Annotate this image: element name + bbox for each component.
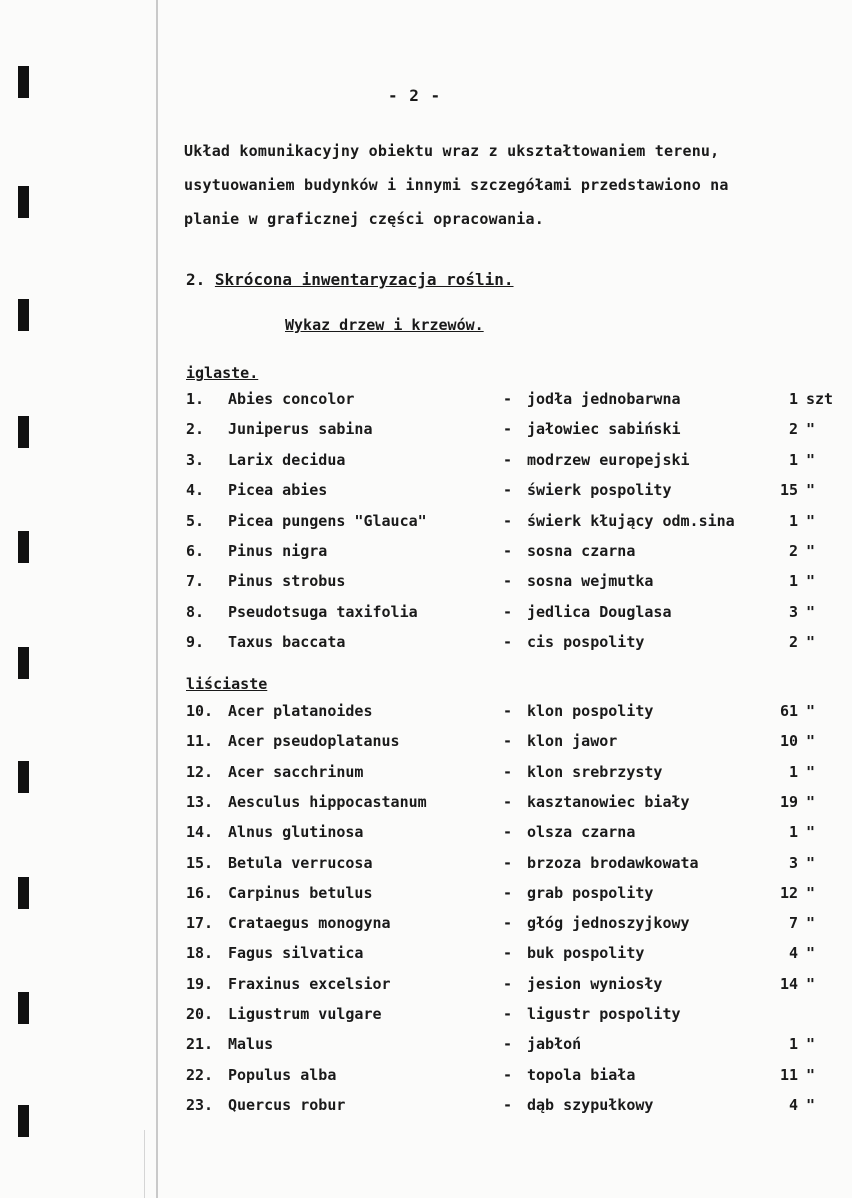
polish-name: sosna czarna [527, 542, 636, 560]
unit: " [806, 1065, 816, 1084]
unit: " [806, 823, 816, 842]
latin-name: Populus alba [228, 1065, 337, 1084]
polish-name: grab pospolity [527, 883, 654, 902]
latin-name: Aesculus hippocastanum [228, 792, 427, 811]
quantity: 19 [779, 792, 798, 811]
latin-name: Acer pseudoplatanus [228, 732, 400, 751]
quantity: 1 [788, 823, 798, 842]
section-title: Skrócona inwentaryzacja roślin. [214, 270, 514, 289]
dash-separator: - [503, 702, 513, 720]
latin-name: Ligustrum vulgare [228, 1005, 382, 1023]
latin-name: Crataegus monogyna [228, 914, 391, 933]
polish-name: ligustr pospolity [527, 1005, 681, 1023]
unit: " [806, 853, 816, 872]
dash-separator: - [503, 390, 513, 408]
intro-paragraph [184, 134, 824, 236]
dash-separator: - [503, 1035, 513, 1054]
polish-name: klon jawor [527, 732, 618, 751]
latin-name: Juniperus sabina [228, 420, 373, 439]
unit: " [806, 1095, 816, 1114]
list-item [0, 884, 852, 910]
quantity: 15 [779, 481, 798, 500]
unit: " [806, 944, 816, 963]
list-item [0, 512, 852, 538]
latin-name: Malus [228, 1035, 274, 1054]
dash-separator: - [503, 542, 513, 560]
polish-name: kasztanowiec biały [527, 792, 690, 811]
dash-separator: - [503, 511, 513, 530]
latin-name: Picea pungens "Glauca" [228, 511, 427, 530]
quantity: 61 [779, 702, 798, 720]
unit: szt [806, 390, 834, 408]
item-number: 2. [186, 420, 205, 439]
item-number: 22. [186, 1065, 214, 1084]
dash-separator: - [503, 420, 513, 439]
dash-separator: - [503, 1065, 513, 1084]
item-number: 18. [186, 944, 214, 963]
list-item [0, 1066, 852, 1092]
unit: " [806, 974, 816, 993]
unit: " [806, 914, 816, 933]
list-item [0, 420, 852, 446]
latin-name: Alnus glutinosa [228, 823, 364, 842]
item-number: 4. [186, 481, 205, 500]
dash-separator: - [503, 572, 513, 591]
unit: " [806, 450, 816, 469]
latin-name: Carpinus betulus [228, 883, 373, 902]
dash-separator: - [503, 914, 513, 933]
polish-name: jałowiec sabiński [527, 420, 681, 439]
list-item [0, 633, 852, 659]
item-number: 3. [186, 450, 205, 469]
latin-name: Pseudotsuga taxifolia [228, 602, 418, 621]
latin-name: Quercus robur [228, 1095, 346, 1114]
dash-separator: - [503, 823, 513, 842]
item-number: 17. [186, 914, 214, 933]
polish-name: brzoza brodawkowata [527, 853, 699, 872]
polish-name: klon srebrzysty [527, 762, 663, 781]
unit: " [806, 511, 816, 530]
section-number: 2. [186, 270, 206, 289]
list-item [0, 732, 852, 758]
quantity: 10 [779, 732, 798, 751]
latin-name: Betula verrucosa [228, 853, 373, 872]
item-number: 8. [186, 602, 205, 621]
item-number: 14. [186, 823, 214, 842]
quantity: 14 [779, 974, 798, 993]
latin-name: Abies concolor [228, 390, 355, 408]
dash-separator: - [503, 1005, 513, 1023]
list-item [0, 823, 852, 849]
quantity: 2 [788, 633, 798, 652]
quantity: 1 [788, 390, 798, 408]
latin-name: Acer sacchrinum [228, 762, 364, 781]
item-number: 19. [186, 974, 214, 993]
quantity: 1 [788, 450, 798, 469]
list-item [0, 944, 852, 970]
list-item [0, 914, 852, 940]
quantity: 1 [788, 572, 798, 591]
unit: " [806, 633, 816, 652]
polish-name: dąb szypułkowy [527, 1095, 654, 1114]
unit: " [806, 762, 816, 781]
polish-name: sosna wejmutka [527, 572, 654, 591]
quantity: 1 [788, 762, 798, 781]
quantity: 1 [788, 1035, 798, 1054]
list-subtitle: Wykaz drzew i krzewów. [285, 316, 484, 334]
list-item [0, 603, 852, 629]
item-number: 15. [186, 853, 214, 872]
list-item [0, 975, 852, 1001]
dash-separator: - [503, 883, 513, 902]
latin-name: Taxus baccata [228, 633, 346, 652]
group-heading-deciduous: liściaste [186, 675, 268, 693]
latin-name: Picea abies [228, 481, 328, 500]
list-item [0, 793, 852, 819]
polish-name: świerk pospolity [527, 481, 672, 500]
item-number: 12. [186, 762, 214, 781]
quantity: 7 [788, 914, 798, 933]
polish-name: jedlica Douglasa [527, 602, 672, 621]
list-item [0, 1035, 852, 1061]
polish-name: modrzew europejski [527, 450, 690, 469]
polish-name: jodła jednobarwna [527, 390, 681, 408]
polish-name: głóg jednoszyjkowy [527, 914, 690, 933]
item-number: 7. [186, 572, 205, 591]
dash-separator: - [503, 602, 513, 621]
unit: " [806, 792, 816, 811]
polish-name: jesion wyniosły [527, 974, 663, 993]
quantity: 11 [779, 1065, 798, 1084]
section-heading [186, 270, 514, 289]
unit: " [806, 481, 816, 500]
unit: " [806, 883, 816, 902]
polish-name: jabłoń [527, 1035, 582, 1054]
polish-name: cis pospolity [527, 633, 645, 652]
item-number: 1. [186, 390, 205, 408]
dash-separator: - [503, 974, 513, 993]
unit: " [806, 1035, 816, 1054]
dash-separator: - [503, 481, 513, 500]
dash-separator: - [503, 792, 513, 811]
quantity: 3 [788, 602, 798, 621]
polish-name: świerk kłujący odm.sina [527, 511, 735, 530]
unit: " [806, 542, 816, 560]
unit: " [806, 572, 816, 591]
latin-name: Pinus strobus [228, 572, 346, 591]
unit: " [806, 732, 816, 751]
latin-name: Pinus nigra [228, 542, 328, 560]
dash-separator: - [503, 762, 513, 781]
punch-mark [18, 186, 29, 218]
quantity: 12 [779, 883, 798, 902]
item-number: 9. [186, 633, 205, 652]
item-number: 16. [186, 883, 214, 902]
dash-separator: - [503, 1095, 513, 1114]
list-item [0, 481, 852, 507]
list-item [0, 542, 852, 568]
dash-separator: - [503, 853, 513, 872]
list-item [0, 451, 852, 477]
dash-separator: - [503, 450, 513, 469]
item-number: 13. [186, 792, 214, 811]
list-item [0, 1096, 852, 1122]
unit: " [806, 420, 816, 439]
polish-name: klon pospolity [527, 702, 654, 720]
page-margin-line-lower [144, 1130, 145, 1198]
latin-name: Fraxinus excelsior [228, 974, 391, 993]
list-item [0, 390, 852, 416]
page-number: - 2 - [388, 86, 442, 105]
intro-line: usytuowaniem budynków i innymi szczegółami przedstawiono na [184, 176, 729, 194]
dash-separator: - [503, 633, 513, 652]
unit: " [806, 602, 816, 621]
polish-name: olsza czarna [527, 823, 636, 842]
list-item [0, 763, 852, 789]
polish-name: topola biała [527, 1065, 636, 1084]
punch-mark [18, 66, 29, 98]
quantity: 2 [788, 420, 798, 439]
latin-name: Larix decidua [228, 450, 346, 469]
quantity: 4 [788, 944, 798, 963]
list-item [0, 1005, 852, 1031]
list-item [0, 854, 852, 880]
item-number: 21. [186, 1035, 214, 1054]
dash-separator: - [503, 944, 513, 963]
item-number: 20. [186, 1005, 214, 1023]
unit: " [806, 702, 816, 720]
intro-line: Układ komunikacyjny obiektu wraz z ukształtowaniem terenu, [184, 142, 720, 160]
quantity: 3 [788, 853, 798, 872]
list-item [0, 572, 852, 598]
latin-name: Acer platanoides [228, 702, 373, 720]
item-number: 5. [186, 511, 205, 530]
quantity: 1 [788, 511, 798, 530]
quantity: 2 [788, 542, 798, 560]
latin-name: Fagus silvatica [228, 944, 364, 963]
list-item [0, 702, 852, 728]
group-heading-conifers: iglaste. [186, 364, 259, 382]
item-number: 6. [186, 542, 205, 560]
punch-mark [18, 299, 29, 331]
item-number: 11. [186, 732, 214, 751]
quantity: 4 [788, 1095, 798, 1114]
polish-name: buk pospolity [527, 944, 645, 963]
dash-separator: - [503, 732, 513, 751]
item-number: 23. [186, 1095, 214, 1114]
intro-line: planie w graficznej części opracowania. [184, 210, 544, 228]
item-number: 10. [186, 702, 214, 720]
